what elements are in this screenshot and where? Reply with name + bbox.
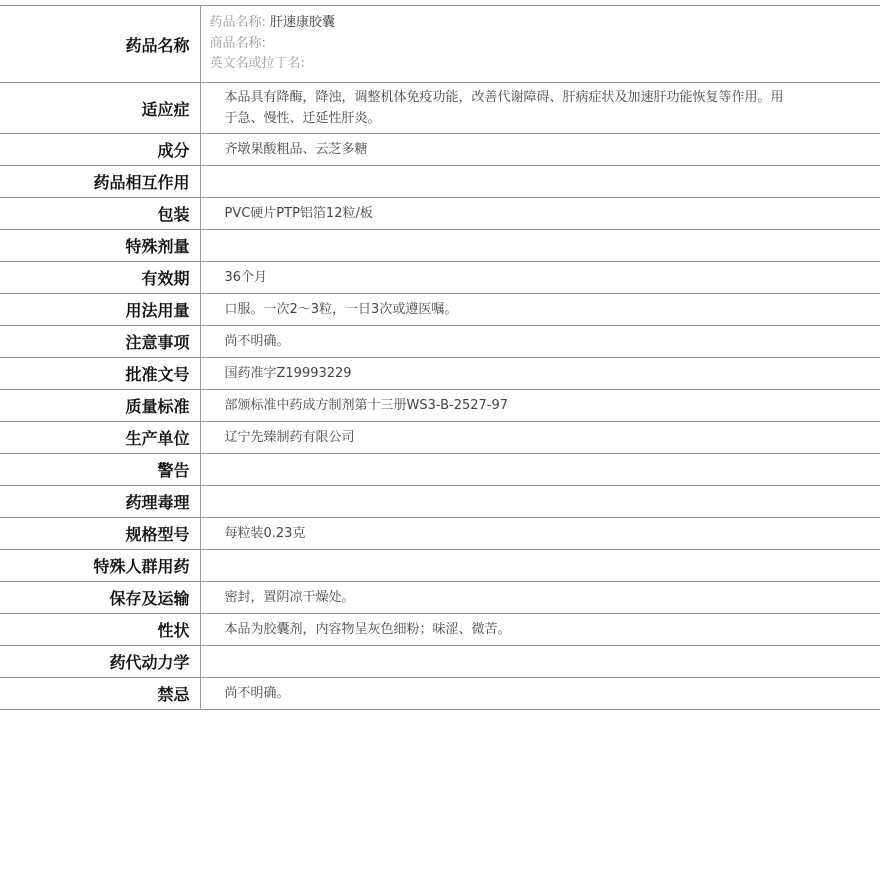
row-value: 尚不明确。 xyxy=(200,326,880,358)
row-value: 部颁标准中药成方制剂第十三册WS3-B-2527-97 xyxy=(200,390,880,422)
table-row-specification xyxy=(0,518,880,550)
table-row-precautions xyxy=(0,326,880,358)
table-row-approval-number xyxy=(0,358,880,390)
row-label: 批准文号 xyxy=(0,358,200,390)
row-value xyxy=(200,486,880,518)
row-value: 尚不明确。 xyxy=(200,678,880,710)
row-label: 用法用量 xyxy=(0,294,200,326)
row-value xyxy=(200,454,880,486)
row-label: 特殊人群用药 xyxy=(0,550,200,582)
row-value: 本品具有降酶，降浊，调整机体免疫功能，改善代谢障碍、肝病症状及加速肝功能恢复等作用。用于急、慢性、迁延性肝炎。 xyxy=(200,83,880,134)
drug-name-value: 肝速康胶囊 xyxy=(270,15,336,31)
row-value: 辽宁先臻制药有限公司 xyxy=(200,422,880,454)
row-label: 生产单位 xyxy=(0,422,200,454)
table-row-interactions xyxy=(0,166,880,198)
row-label: 禁忌 xyxy=(0,678,200,710)
row-label: 药理毒理 xyxy=(0,486,200,518)
latin-name-line xyxy=(210,54,880,75)
row-value xyxy=(200,230,880,262)
row-label: 保存及运输 xyxy=(0,582,200,614)
name-block xyxy=(201,13,880,75)
table-row-contraindications xyxy=(0,678,880,710)
row-value: PVC硬片PTP铝箔12粒/板 xyxy=(200,198,880,230)
row-label: 药品名称 xyxy=(0,6,200,83)
row-label: 警告 xyxy=(0,454,200,486)
table-row-manufacturer xyxy=(0,422,880,454)
row-value: 口服。一次2～3粒，一日3次或遵医嘱。 xyxy=(200,294,880,326)
table-row-usage xyxy=(0,294,880,326)
table-row-drug-name xyxy=(0,6,880,83)
row-label: 特殊剂量 xyxy=(0,230,200,262)
table-row-special-dosage xyxy=(0,230,880,262)
drug-info-table xyxy=(0,5,880,710)
row-value: 每粒装0.23克 xyxy=(200,518,880,550)
row-label: 包装 xyxy=(0,198,200,230)
row-label: 性状 xyxy=(0,614,200,646)
drug-name-label: 药品名称: xyxy=(209,15,266,31)
table-row-pharmacokinetics xyxy=(0,646,880,678)
table-row-description xyxy=(0,614,880,646)
table-row-warning xyxy=(0,454,880,486)
row-label: 药品相互作用 xyxy=(0,166,200,198)
row-label: 质量标准 xyxy=(0,390,200,422)
row-value xyxy=(200,166,880,198)
row-value xyxy=(200,550,880,582)
table-row-shelf-life xyxy=(0,262,880,294)
row-label: 注意事项 xyxy=(0,326,200,358)
trade-name-label: 商品名称: xyxy=(209,35,266,51)
table-row-special-populations xyxy=(0,550,880,582)
name-cell xyxy=(200,6,880,83)
table-row-pharmacology xyxy=(0,486,880,518)
row-value: 齐墩果酸粗品、云芝多糖 xyxy=(200,134,880,166)
table-row-quality-standard xyxy=(0,390,880,422)
row-label: 药代动力学 xyxy=(0,646,200,678)
row-label: 有效期 xyxy=(0,262,200,294)
row-label: 适应症 xyxy=(0,83,200,134)
trade-name-line xyxy=(210,34,880,55)
table-row-packaging xyxy=(0,198,880,230)
row-value: 密封，置阴凉干燥处。 xyxy=(200,582,880,614)
row-value xyxy=(200,646,880,678)
table-row-storage xyxy=(0,582,880,614)
row-value: 36个月 xyxy=(200,262,880,294)
table-row-indications xyxy=(0,83,880,134)
table-row-ingredients xyxy=(0,134,880,166)
row-label: 成分 xyxy=(0,134,200,166)
row-label: 规格型号 xyxy=(0,518,200,550)
latin-name-label: 英文名或拉丁名: xyxy=(209,56,305,72)
row-value: 本品为胶囊剂，内容物呈灰色细粉；味涩、微苦。 xyxy=(200,614,880,646)
row-value: 国药准字Z19993229 xyxy=(200,358,880,390)
drug-name-line xyxy=(210,13,880,34)
